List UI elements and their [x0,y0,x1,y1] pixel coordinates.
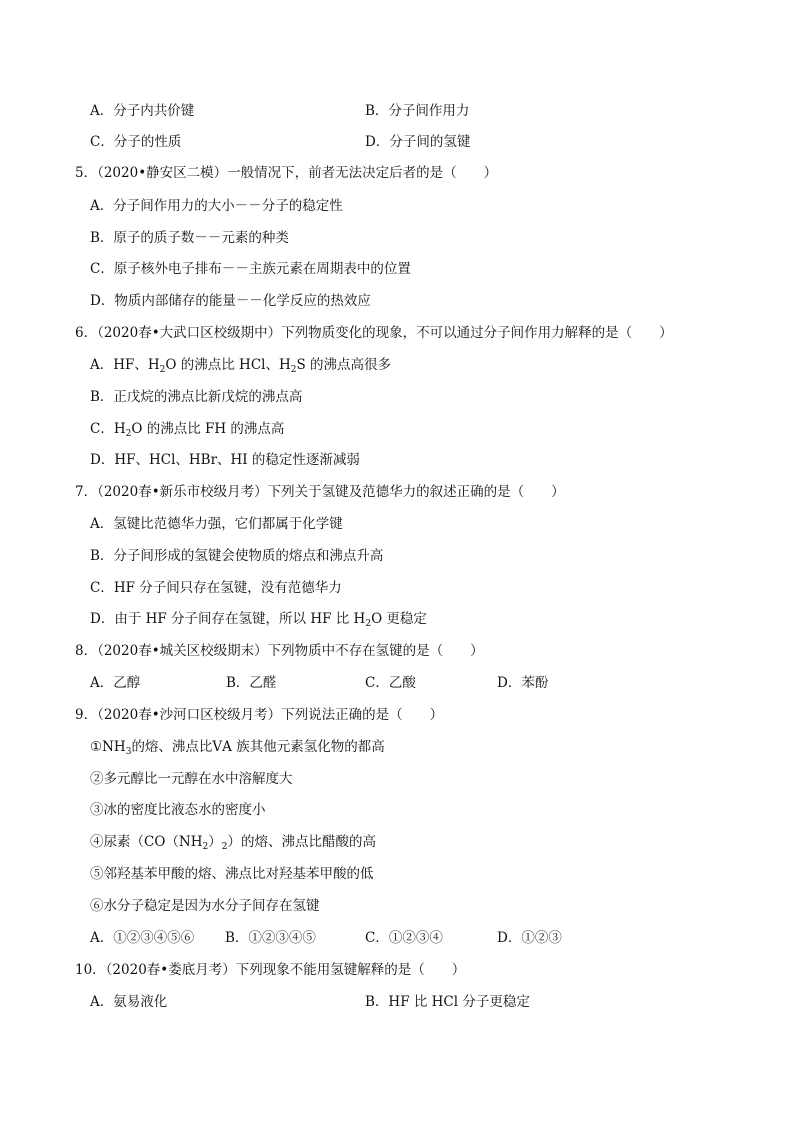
q4-option-d: D．分子间的氢键 [365,134,471,150]
q4-option-c: C．分子的性质 [90,134,182,150]
q7-option-b: B．分子间形成的氢键会使物质的熔点和沸点升高 [90,548,384,564]
q10-stem: 10．（2020春•娄底月考）下列现象不能用氢键解释的是（ ） [75,962,466,978]
q7-option-d: D．由于 HF 分子间存在氢键，所以 HF 比 $H_2O$ 更稳定 [90,611,427,629]
q8-option-d: D．苯酚 [497,675,549,691]
q6-option-d: D．HF、HCl、HBr、HI 的稳定性逐渐减弱 [90,452,360,468]
q9-option-d: D．①②③ [497,930,562,946]
q8-stem: 8．（2020春•城关区校级期末）下列物质中不存在氢键的是（ ） [75,643,484,659]
q7-option-c: C．HF 分子间只存在氢键，没有范德华力 [90,580,342,596]
q9-option-c: C．①②③④ [365,930,443,946]
q10-option-b: B．HF 比 HCl 分子更稳定 [365,994,530,1010]
q9-statement-3: ③冰的密度比液态水的密度小 [90,802,266,818]
q9-statement-1: $①NH_3$的熔、沸点比ⅤA 族其他元素氢化物的都高 [90,739,385,757]
q6-option-a: A．HF、$H_2O$ 的沸点比 HCl、$H_2S$ 的沸点高很多 [90,357,392,375]
q8-option-b: B．乙醛 [226,675,277,691]
q5-option-c: C．原子核外电子排布－－主族元素在周期表中的位置 [90,261,411,277]
q9-statement-4: ④尿素$(CO(NH_2)_2)$的熔、沸点比醋酸的高 [90,834,376,852]
q4-option-b: B．分子间作用力 [365,103,470,119]
q9-statement-6: ⑥水分子稳定是因为水分子间存在氢键 [90,898,320,914]
q5-option-b: B．原子的质子数－－元素的种类 [90,230,289,246]
q9-option-a: A．①②③④⑤⑥ [90,930,195,946]
q5-stem: 5．（2020•静安区二模）一般情况下，前者无法决定后者的是（ ） [75,165,498,181]
q9-stem: 9．（2020春•沙河口区校级月考）下列说法正确的是（ ） [75,707,444,723]
q7-stem: 7．（2020春•新乐市校级月考）下列关于氢键及范德华力的叙述正确的是（ ） [75,484,565,500]
q9-statement-2: ②多元醇比一元醇在水中溶解度大 [90,771,293,787]
q7-option-a: A．氢键比范德华力强，它们都属于化学键 [90,516,343,532]
q9-statement-5: ⑤邻羟基苯甲酸的熔、沸点比对羟基苯甲酸的低 [90,866,374,882]
q10-option-a: A．氨易液化 [90,994,168,1010]
q9-option-b: B．①②③④⑤ [225,930,316,946]
q6-option-b: B．正戊烷的沸点比新戊烷的沸点高 [90,389,303,405]
q8-option-a: A．乙醇 [90,675,141,691]
q5-option-a: A．分子间作用力的大小－－分子的稳定性 [90,198,343,214]
q6-option-c: C．$H_2O$ 的沸点比 FH 的沸点高 [90,421,285,439]
q4-option-a: A．分子内共价键 [90,103,195,119]
q5-option-d: D．物质内部储存的能量－－化学反应的热效应 [90,293,371,309]
q8-option-c: C．乙酸 [365,675,416,691]
q6-stem: 6．（2020春•大武口区校级期中）下列物质变化的现象，不可以通过分子间作用力解释的是（ ） [75,325,673,341]
